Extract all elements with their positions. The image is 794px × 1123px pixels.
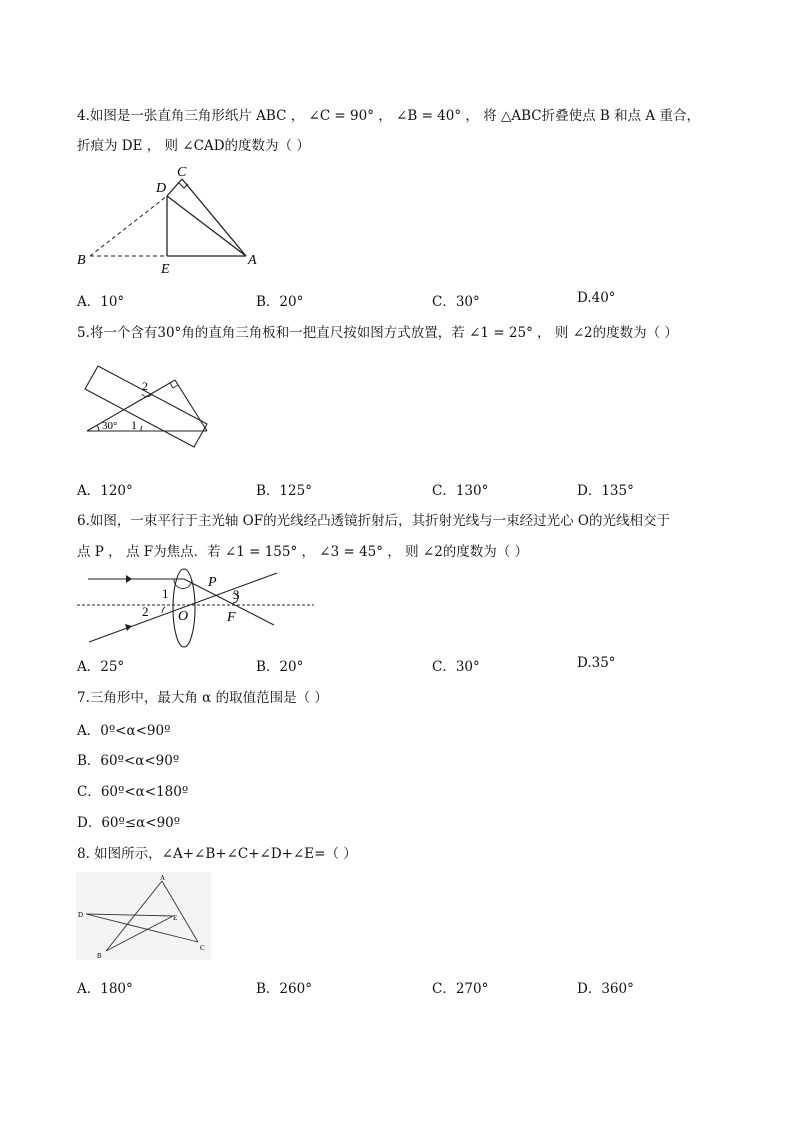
q6-label-p: P <box>208 575 217 590</box>
q8-label-e: E <box>173 914 178 922</box>
q7-text-line1: 7.三角形中，最大角 α 的取值范围是（ ） <box>77 690 328 706</box>
q4-text-line2: 折痕为 DE ， 则 ∠CAD的度数为（ ） <box>77 138 310 154</box>
q8-option-b[interactable]: B．260° <box>256 981 312 997</box>
q4-label-a: A <box>248 253 257 268</box>
q6-text-line1: 6.如图，一束平行于主光轴 OF的光线经凸透镜折射后，其折射光线与一束经过光心 O的光线相交于 <box>77 513 670 529</box>
q4-label-c: C <box>177 165 187 180</box>
q6-figure <box>74 565 324 655</box>
q4-option-d[interactable]: D.40° <box>577 290 616 306</box>
q7-option-d[interactable]: D．60º≤α<90º <box>77 815 181 831</box>
q6-label-f: F <box>227 610 236 625</box>
q5-figure <box>80 360 230 450</box>
q6-label-2: 2 <box>142 604 149 619</box>
q4-option-c[interactable]: C．30° <box>432 294 480 310</box>
q8-option-a[interactable]: A．180° <box>77 981 133 997</box>
q7-option-c[interactable]: C．60º<α<180º <box>77 784 189 800</box>
q4-label-e: E <box>161 262 170 277</box>
q5-label-30deg: 30° <box>102 420 118 432</box>
q6-label-3: 3 <box>233 587 240 602</box>
q8-option-d[interactable]: D．360° <box>577 981 634 997</box>
q6-option-c[interactable]: C．30° <box>432 659 480 675</box>
q8-text-line1: 8. 如图所示，∠A+∠B+∠C+∠D+∠E=（ ） <box>77 846 357 862</box>
q5-label-2: 2 <box>142 379 148 393</box>
q4-figure <box>70 160 270 280</box>
q4-label-d: D <box>156 181 167 196</box>
q8-label-d: D <box>78 911 84 919</box>
q5-text-line1: 5.将一个含有30°角的直角三角板和一把直尺按如图方式放置，若 ∠1 = 25° ， 则 ∠2的度数为（ ） <box>77 325 678 341</box>
q8-label-b: B <box>97 952 102 960</box>
q4-option-b[interactable]: B．20° <box>256 294 304 310</box>
q6-text-line2: 点 P ， 点 F为焦点．若 ∠1 = 155° ， ∠3 = 45° ， 则 ∠2的度数为（ ） <box>77 544 529 560</box>
q8-label-a: A <box>160 874 166 882</box>
q5-option-b[interactable]: B．125° <box>256 483 312 499</box>
q6-option-b[interactable]: B．20° <box>256 659 304 675</box>
q8-figure <box>76 872 211 962</box>
q8-label-c: C <box>200 944 205 952</box>
q8-figure-background <box>76 872 211 960</box>
q5-option-c[interactable]: C．130° <box>432 483 489 499</box>
q5-label-1: 1 <box>131 418 137 432</box>
q5-option-a[interactable]: A．120° <box>77 483 133 499</box>
q6-option-a[interactable]: A．25° <box>77 659 125 675</box>
q7-option-a[interactable]: A．0º<α<90º <box>77 723 171 739</box>
q5-option-d[interactable]: D．135° <box>577 483 634 499</box>
q4-option-a[interactable]: A．10° <box>77 294 125 310</box>
q6-option-d[interactable]: D.35° <box>577 655 616 671</box>
q4-label-b: B <box>77 253 86 268</box>
q4-text-line1: 4.如图是一张直角三角形纸片 ABC ， ∠C = 90° ， ∠B = 40° ， 将 △ABC折叠使点 B 和点 A 重合， <box>77 108 700 124</box>
q6-label-o: O <box>178 609 189 624</box>
q6-label-1: 1 <box>162 586 169 601</box>
q8-option-c[interactable]: C．270° <box>432 981 489 997</box>
q7-option-b[interactable]: B．60º<α<90º <box>77 753 180 769</box>
